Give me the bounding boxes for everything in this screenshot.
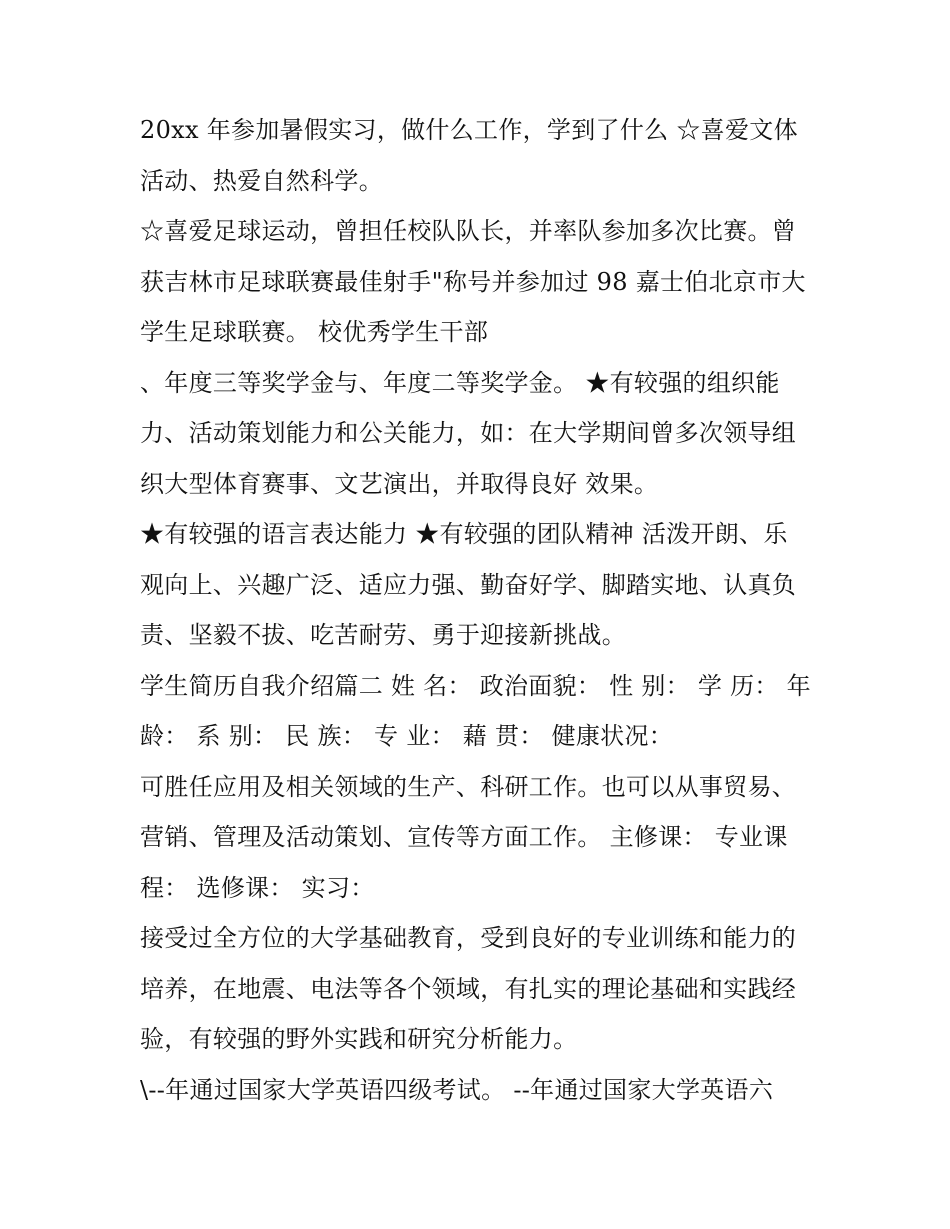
text-line-2: 活动、热爱自然科学。 <box>140 166 383 195</box>
text-line-1: 20xx 年参加暑假实习，做什么工作，学到了什么 ☆喜爱文体 <box>140 116 798 144</box>
text-line-14: 可胜任应用及相关领域的生产、科研工作。也可以从事贸易、 <box>140 772 797 801</box>
text-line-17: 接受过全方位的大学基础教育，受到良好的专业训练和能力的 <box>140 924 797 952</box>
document-body <box>140 108 820 1118</box>
text-line-15: 营销、管理及活动策划、宣传等方面工作。 主修课： 专业课 <box>140 823 788 851</box>
text-line-9: ★有较强的语言表达能力 ★有较强的团队精神 活泼开朗、乐 <box>140 520 788 548</box>
text-line-20: \--年通过国家大学英语四级考试。 --年通过国家大学英语六 <box>140 1075 774 1104</box>
text-line-12: 学生简历自我介绍篇二 姓 名： 政治面貌： 性 别： 学 历： 年 <box>140 671 811 700</box>
text-line-10: 观向上、兴趣广泛、适应力强、勤奋好学、脚踏实地、认真负 <box>140 570 797 599</box>
text-line-5: 学生足球联赛。 校优秀学生干部 <box>140 318 489 346</box>
text-line-8: 织大型体育赛事、文艺演出，并取得良好 效果。 <box>140 469 659 498</box>
text-line-3: ☆喜爱足球运动，曾担任校队队长，并率队参加多次比赛。曾 <box>140 217 797 245</box>
text-line-16: 程： 选修课： 实习： <box>140 873 375 902</box>
text-line-6: 、年度三等奖学金与、年度二等奖学金。 ★有较强的组织能 <box>140 368 780 397</box>
text-line-11: 责、坚毅不拔、吃苦耐劳、勇于迎接新挑战。 <box>140 621 626 649</box>
text-line-19: 验，有较强的野外实践和研究分析能力。 <box>140 1025 578 1053</box>
text-line-4: 获吉林市足球联赛最佳射手"称号并参加过 98 嘉士伯北京市大 <box>140 267 806 296</box>
text-line-13: 龄： 系 别： 民 族： 专 业： 藉 贯： 健康状况： <box>140 722 674 750</box>
text-line-7: 力、活动策划能力和公关能力，如：在大学期间曾多次领导组 <box>140 419 797 447</box>
text-line-18: 培养，在地震、电法等各个领域，有扎实的理论基础和实践经 <box>140 974 797 1003</box>
